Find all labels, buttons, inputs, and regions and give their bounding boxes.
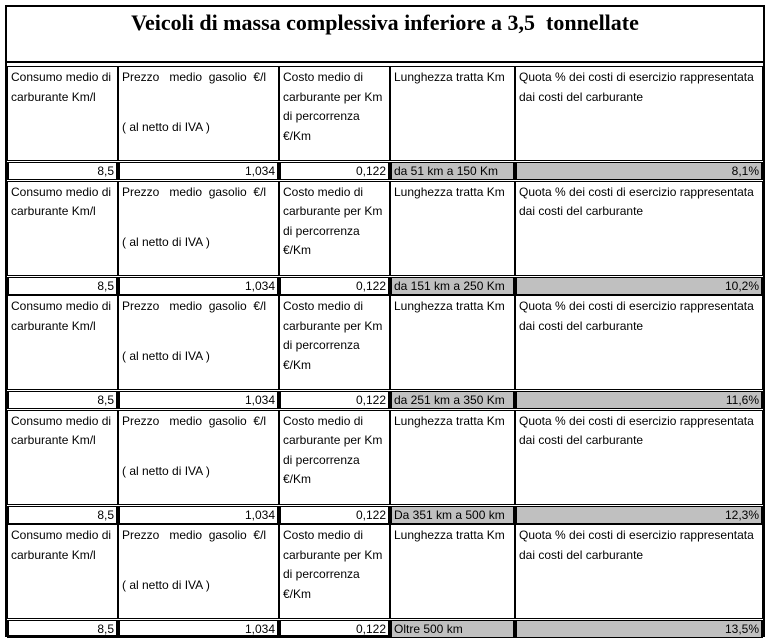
header-lunghezza bbox=[390, 410, 515, 505]
header-quota-label: Quota % dei costi di esercizio rappresentata dai costi del carburante bbox=[519, 413, 754, 447]
header-consumo bbox=[7, 181, 118, 276]
value-prezzo: 1,034 bbox=[118, 620, 279, 638]
header-quota bbox=[515, 524, 763, 619]
header-costo-label: Costo medio di carburante per Km di percorrenza €/Km bbox=[283, 299, 383, 372]
value-consumo: 8,5 bbox=[7, 620, 118, 638]
title-bar bbox=[7, 7, 763, 63]
header-costo bbox=[279, 181, 390, 276]
header-lunghezza bbox=[390, 524, 515, 619]
header-prezzo-note: ( al netto di IVA ) bbox=[122, 463, 210, 478]
header-costo bbox=[279, 410, 390, 505]
header-costo-label: Costo medio di carburante per Km di percorrenza €/Km bbox=[283, 413, 383, 486]
value-consumo: 8,5 bbox=[7, 277, 118, 295]
header-prezzo-label: Prezzo medio gasolio €/l bbox=[122, 70, 267, 84]
header-prezzo bbox=[118, 66, 279, 161]
header-costo-label: Costo medio di carburante per Km di percorrenza €/Km bbox=[283, 184, 383, 257]
header-consumo-label: Consumo medio di carburante Km/l bbox=[11, 70, 112, 104]
header-lunghezza-label: Lunghezza tratta Km bbox=[394, 299, 505, 313]
header-quota-label: Quota % dei costi di esercizio rappresentata dai costi del carburante bbox=[519, 299, 754, 333]
header-prezzo-note: ( al netto di IVA ) bbox=[122, 234, 210, 249]
value-quota: 10,2% bbox=[515, 277, 763, 295]
header-prezzo bbox=[118, 524, 279, 619]
value-quota: 12,3% bbox=[515, 506, 763, 524]
value-costo: 0,122 bbox=[279, 506, 390, 524]
header-quota bbox=[515, 410, 763, 505]
header-quota-label: Quota % dei costi di esercizio rappresentata dai costi del carburante bbox=[519, 184, 754, 218]
header-lunghezza-label: Lunghezza tratta Km bbox=[394, 413, 505, 428]
header-prezzo bbox=[118, 181, 279, 276]
header-quota bbox=[515, 181, 763, 276]
value-quota: 8,1% bbox=[515, 162, 763, 180]
header-consumo bbox=[7, 66, 118, 161]
header-consumo bbox=[7, 524, 118, 619]
header-prezzo bbox=[118, 410, 279, 505]
header-consumo-label: Consumo medio di carburante Km/l bbox=[11, 299, 112, 333]
value-prezzo: 1,034 bbox=[118, 277, 279, 295]
header-consumo bbox=[7, 295, 118, 390]
value-quota: 13,5% bbox=[515, 620, 763, 638]
header-prezzo-label: Prezzo medio gasolio €/l bbox=[122, 299, 267, 313]
header-consumo bbox=[7, 410, 118, 505]
header-lunghezza bbox=[390, 66, 515, 161]
header-prezzo-note: ( al netto di IVA ) bbox=[122, 120, 210, 134]
header-consumo-label: Consumo medio di carburante Km/l bbox=[11, 528, 112, 562]
value-costo: 0,122 bbox=[279, 620, 390, 638]
header-costo bbox=[279, 295, 390, 390]
value-costo: 0,122 bbox=[279, 162, 390, 180]
value-tratta: Oltre 500 km bbox=[390, 620, 515, 638]
value-tratta: da 51 km a 150 Km bbox=[390, 162, 515, 180]
fuel-cost-table bbox=[5, 5, 765, 637]
header-lunghezza bbox=[390, 295, 515, 390]
header-lunghezza-label: Lunghezza tratta Km bbox=[394, 528, 505, 542]
header-prezzo-note: ( al netto di IVA ) bbox=[122, 349, 210, 363]
value-prezzo: 1,034 bbox=[118, 506, 279, 524]
header-lunghezza-label: Lunghezza tratta Km bbox=[394, 70, 505, 84]
value-prezzo: 1,034 bbox=[118, 391, 279, 409]
header-quota-label: Quota % dei costi di esercizio rappresentata dai costi del carburante bbox=[519, 70, 754, 104]
value-quota: 11,6% bbox=[515, 391, 763, 409]
value-consumo: 8,5 bbox=[7, 391, 118, 409]
value-tratta: da 151 km a 250 Km bbox=[390, 277, 515, 295]
value-consumo: 8,5 bbox=[7, 162, 118, 180]
table-title: Veicoli di massa complessiva inferiore a 3,5 tonnellate bbox=[131, 10, 639, 35]
header-lunghezza-label: Lunghezza tratta Km bbox=[394, 184, 505, 199]
value-costo: 0,122 bbox=[279, 391, 390, 409]
header-prezzo-note: ( al netto di IVA ) bbox=[122, 578, 210, 592]
header-costo-label: Costo medio di carburante per Km di percorrenza €/Km bbox=[283, 70, 383, 143]
value-tratta: da 251 km a 350 Km bbox=[390, 391, 515, 409]
header-costo bbox=[279, 524, 390, 619]
header-consumo-label: Consumo medio di carburante Km/l bbox=[11, 413, 112, 447]
header-quota-label: Quota % dei costi di esercizio rappresentata dai costi del carburante bbox=[519, 528, 754, 562]
value-tratta: Da 351 km a 500 km bbox=[390, 506, 515, 524]
header-costo bbox=[279, 66, 390, 161]
header-prezzo-label: Prezzo medio gasolio €/l bbox=[122, 413, 267, 428]
header-prezzo-label: Prezzo medio gasolio €/l bbox=[122, 184, 267, 199]
header-prezzo bbox=[118, 295, 279, 390]
header-prezzo-label: Prezzo medio gasolio €/l bbox=[122, 528, 267, 542]
header-consumo-label: Consumo medio di carburante Km/l bbox=[11, 184, 112, 218]
header-quota bbox=[515, 66, 763, 161]
value-consumo: 8,5 bbox=[7, 506, 118, 524]
value-prezzo: 1,034 bbox=[118, 162, 279, 180]
header-lunghezza bbox=[390, 181, 515, 276]
header-costo-label: Costo medio di carburante per Km di percorrenza €/Km bbox=[283, 528, 383, 601]
header-quota bbox=[515, 295, 763, 390]
value-costo: 0,122 bbox=[279, 277, 390, 295]
